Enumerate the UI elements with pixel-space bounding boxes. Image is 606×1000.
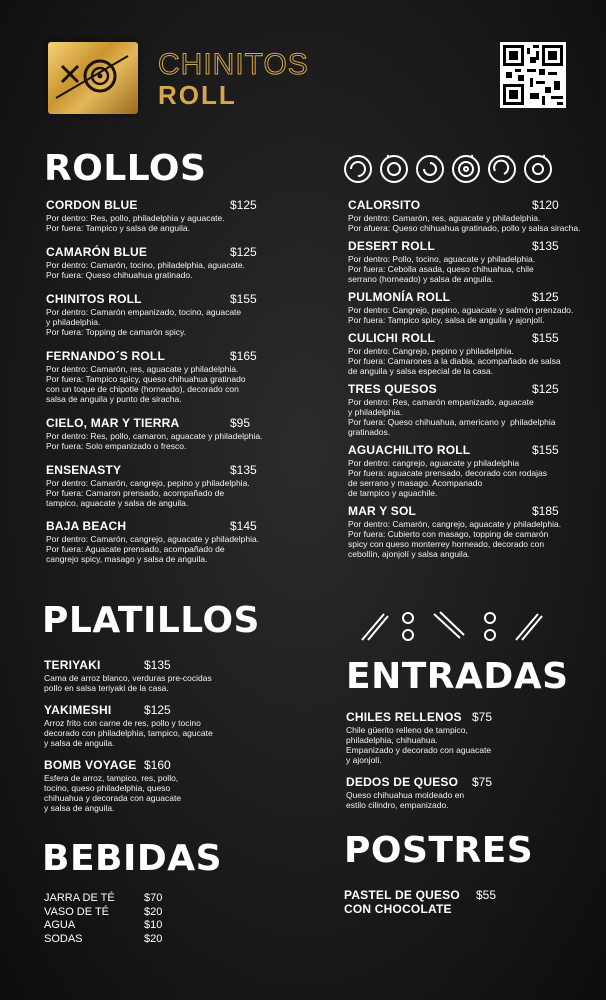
menu-item-description: Por dentro: Res, pollo, camaron, aguacate y philadelphia. Por fuera: Solo empanizado o fresco. bbox=[46, 431, 263, 451]
menu-item bbox=[348, 239, 588, 284]
menu-item-description: Por dentro: Camarón, cangrejo, aguacate y philadelphia. Por fuera: Cubierto con masago, topping de camarón spicy con queso monterrey horneado, decorado con cebollín, ajonjolí y salsa anguila. bbox=[348, 519, 562, 559]
menu-item-price: $160 bbox=[144, 758, 171, 772]
menu-item bbox=[348, 504, 588, 559]
menu-item-description: Cama de arroz blanco, verduras pre-cocidas pollo en salsa teriyaki de la casa. bbox=[44, 673, 212, 693]
menu-item-description: Por dentro: Res, pollo, philadelphia y aguacate. Por fuera: Tampico y salsa de anguila. bbox=[46, 213, 225, 233]
menu-item-name: CULICHI ROLL bbox=[348, 331, 436, 345]
menu-item bbox=[44, 658, 244, 693]
menu-item-price: $155 bbox=[230, 292, 257, 306]
menu-item-name: CALORSITO bbox=[348, 198, 421, 212]
drink-price: $20 bbox=[144, 905, 163, 918]
menu-item-price: $155 bbox=[532, 443, 559, 457]
menu-item bbox=[348, 382, 588, 437]
drink-row bbox=[44, 933, 244, 947]
menu-item-description: Por dentro: Cangrejo, pepino, aguacate y salmón prenzado. Por fuera: Tampico spicy, salsa de anguila y ajonjolí. bbox=[348, 305, 574, 325]
menu-item-name: PASTEL DE QUESO CON CHOCOLATE bbox=[344, 888, 460, 916]
drink-name: VASO DE TÉ bbox=[44, 905, 110, 918]
menu-item-price: $125 bbox=[230, 198, 257, 212]
menu-item-name: YAKIMESHI bbox=[44, 703, 112, 717]
menu-item bbox=[46, 463, 286, 508]
section-title-platillos: PLATILLOS bbox=[42, 600, 260, 641]
menu-item-price: $155 bbox=[532, 331, 559, 345]
menu-item-name: BOMB VOYAGE bbox=[44, 758, 137, 772]
menu-item-name: DESERT ROLL bbox=[348, 239, 435, 253]
menu-item-name: TERIYAKI bbox=[44, 658, 101, 672]
menu-item bbox=[348, 331, 588, 376]
menu-item-name: DEDOS DE QUESO bbox=[346, 775, 459, 789]
menu-item-description: Por dentro: Camarón empanizado, tocino, aguacate y philadelphia. Por fuera: Topping de camarón spicy. bbox=[46, 307, 242, 337]
menu-item-price: $125 bbox=[144, 703, 171, 717]
rollos-left-column bbox=[46, 198, 286, 564]
section-title-postres: POSTRES bbox=[344, 830, 534, 871]
menu-item-name: AGUACHILITO ROLL bbox=[348, 443, 471, 457]
menu-item bbox=[344, 888, 544, 916]
menu-item-price: $135 bbox=[532, 239, 559, 253]
menu-item-description: Esfera de arroz, tampico, res, pollo, tocino, queso philadelphia, queso chihuahua y decorada con aguacate y salsa de anguila. bbox=[44, 773, 182, 813]
menu-item-name: CIELO, MAR Y TIERRA bbox=[46, 416, 180, 430]
sushi-rolls-icon bbox=[344, 152, 570, 186]
menu-item-description: Por dentro: Camarón, res, aguacate y philadelphia. Por fuera: Tampico spicy, queso chihuahua gratinado con un toque de chipotle (horneado), decorado con salsa de anguila y punto de siracha. bbox=[46, 364, 246, 404]
section-title-rollos: ROLLOS bbox=[44, 148, 207, 189]
menu-item-description: Por dentro: Camarón, cangrejo, aguacate y philadelphia. Por fuera: Aguacate prensado, acompañado de cangrejo spicy, masago y salsa de anguila. bbox=[46, 534, 260, 564]
menu-item bbox=[348, 443, 588, 498]
menu-item-price: $125 bbox=[532, 290, 559, 304]
menu-item-name: ENSENASTY bbox=[46, 463, 122, 477]
menu-item bbox=[44, 758, 244, 813]
menu-item-name: CORDON BLUE bbox=[46, 198, 138, 212]
menu-item bbox=[346, 775, 546, 810]
menu-item-price: $125 bbox=[532, 382, 559, 396]
drink-name: JARRA DE TÉ bbox=[44, 892, 115, 904]
menu-item bbox=[346, 710, 546, 765]
menu-item-price: $75 bbox=[472, 710, 493, 724]
menu-item-price: $145 bbox=[230, 519, 257, 533]
menu-item-name: BAJA BEACH bbox=[46, 519, 127, 533]
menu-item-description: Por dentro: Cangrejo, pepino y philadelphia. Por fuera: Camarones a la diabla, acompañado de salsa de anguila y salsa especial de la casa. bbox=[348, 346, 561, 376]
menu-item-price: $75 bbox=[472, 775, 493, 789]
menu-item-price: $165 bbox=[230, 349, 257, 363]
menu-item-name: PULMONÍA ROLL bbox=[348, 290, 451, 304]
menu-item bbox=[46, 519, 286, 564]
menu-item-description: Arroz frito con carne de res, pollo y tocino decorado con philadelphia, tampico, agucate y salsa de anguila. bbox=[44, 718, 213, 748]
menu-item-price: $185 bbox=[532, 504, 559, 518]
sushi-decoration bbox=[344, 152, 570, 186]
menu-item-description: Por dentro: Camarón, res, aguacate y philadelphia. Por afuera: Queso chihuahua gratinado, pollo y salsa siracha. bbox=[348, 213, 581, 233]
menu-item bbox=[46, 245, 286, 280]
menu-item bbox=[46, 349, 286, 404]
brand-name-line1: CHINITOS bbox=[158, 48, 309, 81]
menu-item bbox=[46, 416, 286, 451]
drink-price: $70 bbox=[144, 892, 163, 904]
drink-row bbox=[44, 892, 244, 906]
menu-item-name: TRES QUESOS bbox=[348, 382, 437, 396]
bebidas-list bbox=[44, 892, 244, 946]
menu-item-price: $125 bbox=[230, 245, 257, 259]
chopsticks-decoration bbox=[356, 608, 546, 644]
menu-item-description: Chile güerito relleno de tampico, philadelphia, chihuahua. Empanizado y decorado con aguacate y ajonjolí. bbox=[346, 725, 492, 765]
menu-item-description: Por dentro: cangrejo, aguacate y philadelphia Por fuera: aguacate prensado, decorado con rodajas de serrano y masago. Acompanado de tampico y aguachile. bbox=[348, 458, 547, 498]
menu-item-description: Queso chihuahua moldeado en estilo cilindro, empanizado. bbox=[346, 790, 465, 810]
menu-item-price: $135 bbox=[144, 658, 171, 672]
menu-item-description: Por dentro: Camarón, tocino, philadelphia, aguacate. Por fuera: Queso chihuahua gratinado. bbox=[46, 260, 245, 280]
menu-item bbox=[348, 198, 588, 233]
menu-item-price: $120 bbox=[532, 198, 559, 212]
menu-item bbox=[348, 290, 588, 325]
menu-item bbox=[46, 292, 286, 337]
section-title-entradas: ENTRADAS bbox=[346, 656, 569, 697]
menu-item-description: Por dentro: Pollo, tocino, aguacate y philadelphia. Por fuera: Cebolla asada, queso chihuahua, chile serrano (horneado) y salsa de anguila. bbox=[348, 254, 536, 284]
chopsticks-sushi-icon bbox=[356, 608, 546, 644]
section-title-bebidas: BEBIDAS bbox=[42, 838, 223, 879]
drink-row bbox=[44, 919, 244, 933]
brand-name-line2: ROLL bbox=[158, 80, 237, 110]
rollos-right-column bbox=[348, 198, 588, 565]
menu-item bbox=[46, 198, 286, 233]
qr-code[interactable] bbox=[500, 42, 566, 108]
menu-item-name: CHINITOS ROLL bbox=[46, 292, 142, 306]
drink-price: $10 bbox=[144, 919, 163, 931]
menu-item-name: CAMARÓN BLUE bbox=[46, 245, 148, 259]
menu-item-name: CHILES RELLENOS bbox=[346, 710, 462, 724]
logo-emblem-icon bbox=[48, 42, 138, 114]
drink-name: AGUA bbox=[44, 919, 76, 931]
menu-item-description: Por dentro: Camarón, cangrejo, pepino y philadelphia. Por fuera: Camaron prensado, acompañado de tampico, aguacate y salsa de anguila. bbox=[46, 478, 250, 508]
drink-name: SODAS bbox=[44, 932, 83, 945]
menu-item-price: $95 bbox=[230, 416, 251, 430]
menu-item bbox=[44, 703, 244, 748]
platillos-column bbox=[44, 658, 244, 823]
drink-price: $20 bbox=[144, 932, 163, 945]
menu-item-name: MAR Y SOL bbox=[348, 504, 417, 518]
menu-item-price: $135 bbox=[230, 463, 257, 477]
postres-column bbox=[344, 888, 544, 916]
menu-item-price: $55 bbox=[476, 888, 497, 902]
qr-code-icon bbox=[503, 45, 563, 105]
menu-item-description: Por dentro: Res, camarón empanizado, aguacate y philadelphia. Por fuera: Queso chihuahua, americano y philadelphia gratinados. bbox=[348, 397, 556, 437]
menu-item-name: FERNANDO´S ROLL bbox=[46, 349, 165, 363]
entradas-column bbox=[346, 710, 546, 820]
drink-row bbox=[44, 906, 244, 920]
logo bbox=[48, 42, 138, 114]
